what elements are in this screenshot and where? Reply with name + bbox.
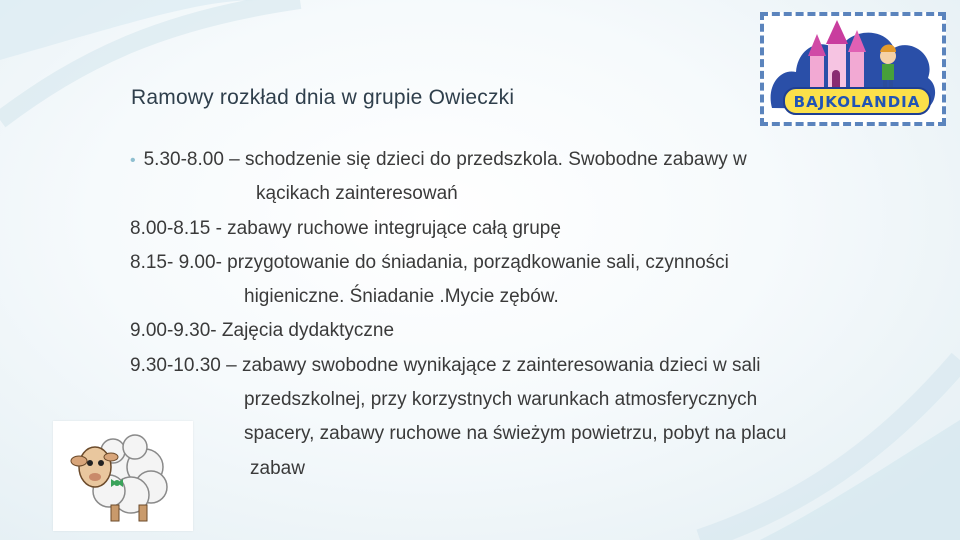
schedule-line: spacery, zabawy ruchowe na świeżym powietrzu, pobyt na placu	[244, 423, 787, 445]
bullet-icon: •	[130, 152, 136, 169]
logo-text: BAJKOLANDIA	[793, 93, 921, 111]
schedule-text: 5.30-8.00 – schodzenie się dzieci do przedszkola. Swobodne zabawy w	[143, 149, 747, 170]
schedule-line: przedszkolnej, przy korzystnych warunkach atmosferycznych	[244, 389, 758, 411]
schedule-line	[130, 143, 910, 177]
slide-title: Ramowy rozkład dnia w grupie Owieczki	[131, 86, 515, 109]
sheep-illustration-icon	[53, 421, 193, 531]
castle-cloud-logo-icon	[764, 16, 942, 122]
schedule-content	[130, 143, 910, 486]
sheep-image-box	[53, 421, 193, 531]
schedule-line: 8.00-8.15 - zabawy ruchowe integrujące całą grupę	[130, 217, 561, 239]
schedule-line: kącikach zainteresowań	[256, 183, 458, 205]
schedule-line: zabaw	[250, 457, 305, 479]
schedule-line: 9.00-9.30- Zajęcia dydaktyczne	[130, 320, 395, 342]
logo-frame	[760, 12, 946, 126]
schedule-line: 8.15- 9.00- przygotowanie do śniadania, porządkowanie sali, czynności	[130, 251, 729, 273]
schedule-line: 9.30-10.30 – zabawy swobodne wynikające z zainteresowania dzieci w sali	[130, 354, 761, 376]
schedule-line: higieniczne. Śniadanie .Mycie zębów.	[244, 286, 559, 308]
